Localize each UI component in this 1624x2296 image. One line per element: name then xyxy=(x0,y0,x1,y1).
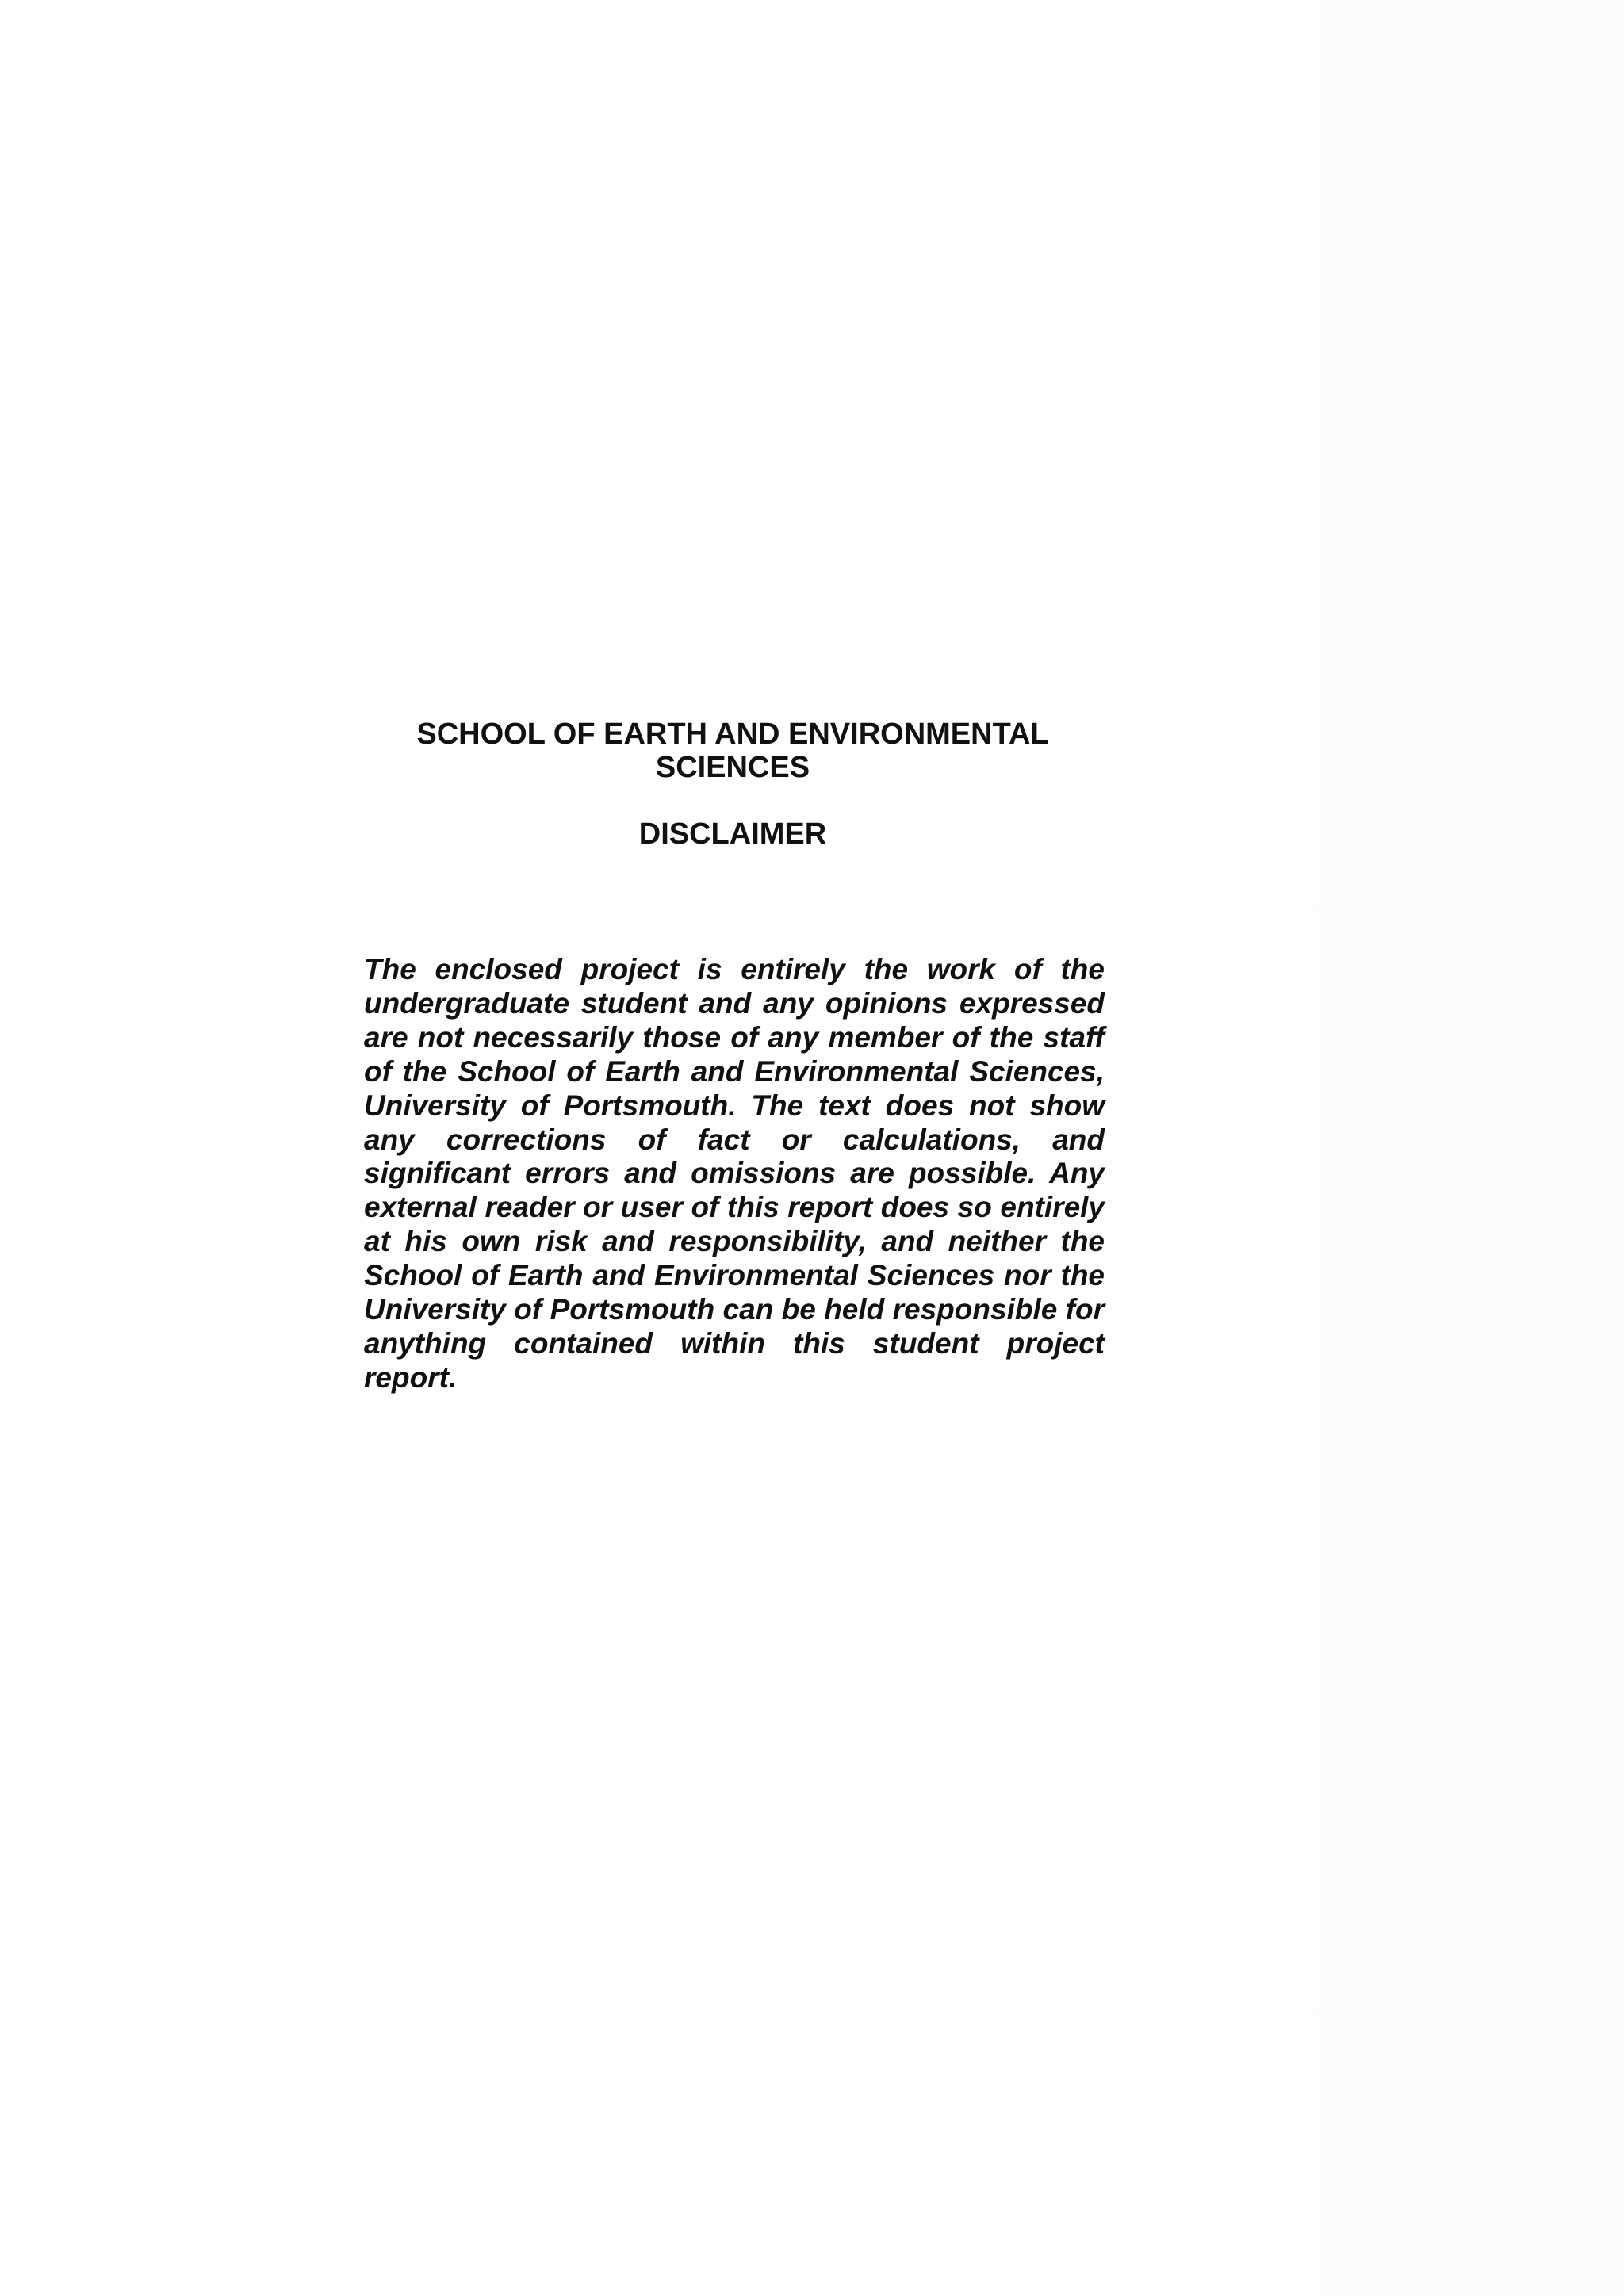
disclaimer-heading: DISCLAIMER xyxy=(638,817,827,851)
disclaimer-text: The enclosed project is entirely the work of the undergraduate student and any opinions expressed are not necessarily those of any member of the staff of the School of Earth and Environmental Sciences, University of Portsmouth. The text does not show any corrections of fact or calculations, and significant errors and omissions are possible. Any external reader or user of this report does so entirely at his own risk and responsibility, and neither the School of Earth and Environmental Sciences nor the University of Portsmouth can be held responsible for anything contained within this student project report. xyxy=(364,953,1105,1394)
heading-block xyxy=(364,718,1101,851)
school-title: SCHOOL OF EARTH AND ENVIRONMENTAL SCIENCES xyxy=(416,718,1049,784)
